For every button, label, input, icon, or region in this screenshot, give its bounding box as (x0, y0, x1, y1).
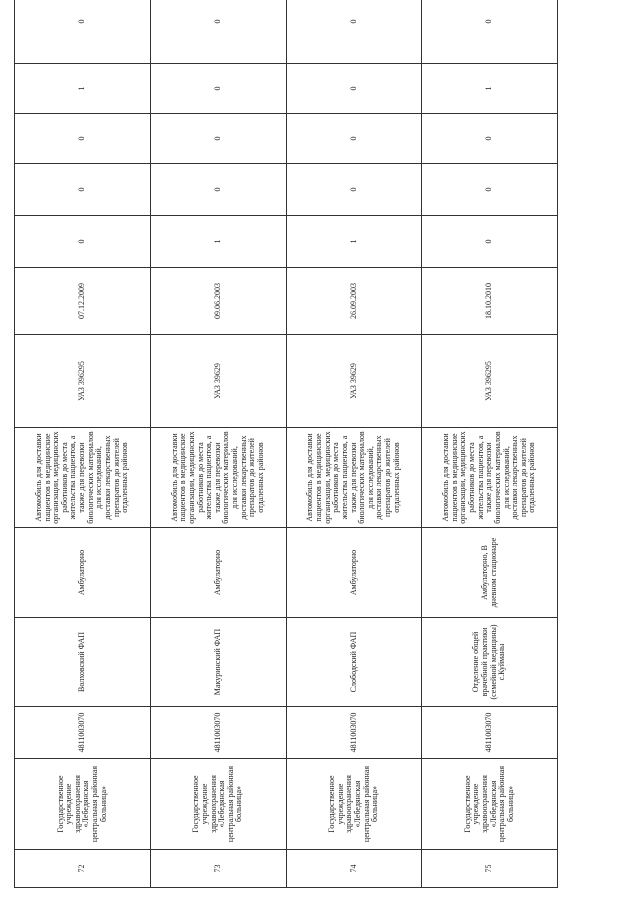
count-cell-3: 0 (150, 114, 286, 164)
rotated-table-wrapper (14, 20, 558, 888)
table-row (15, 0, 151, 888)
date-cell: 09.06.2003 (150, 268, 286, 335)
count-cell-3: 0 (15, 114, 151, 164)
count-cell-1: 1 (150, 216, 286, 268)
subdivision-cell: Отделение общей врачебной практики (семейной медицины) с.Куйманы (422, 618, 558, 707)
code-cell: 4811003070 (15, 707, 151, 759)
count-cell-1: 0 (15, 216, 151, 268)
count-cell-1: 1 (286, 216, 422, 268)
count-cell-3: 0 (286, 114, 422, 164)
care-type-cell: Амбулаторно (150, 528, 286, 618)
code-cell: 4811003070 (150, 707, 286, 759)
row-number-cell: 72 (15, 850, 151, 888)
organization-cell: Государственное учреждение здравоохранения «Лебедянская центральная районная больница» (150, 759, 286, 850)
count-cell-4: 1 (15, 64, 151, 114)
date-cell: 07.12.2009 (15, 268, 151, 335)
vehicle-model-cell: УАЗ 39629 (286, 335, 422, 428)
date-cell: 26.09.2003 (286, 268, 422, 335)
count-cell-5: 0 (286, 0, 422, 64)
count-cell-1: 0 (422, 216, 558, 268)
count-cell-2: 0 (150, 164, 286, 216)
row-number-cell: 74 (286, 850, 422, 888)
vehicle-model-cell: УАЗ 396295 (15, 335, 151, 428)
subdivision-cell: Волховский ФАП (15, 618, 151, 707)
subdivision-cell: Макуринский ФАП (150, 618, 286, 707)
count-cell-4: 1 (422, 64, 558, 114)
organization-cell: Государственное учреждение здравоохранения «Лебедянская центральная районная больница» (286, 759, 422, 850)
table-row (422, 0, 558, 888)
count-cell-2: 0 (286, 164, 422, 216)
care-type-cell: Амбулаторно (286, 528, 422, 618)
purpose-cell: Автомобиль для доставки пациентов в медицинские организации, медицинских работников до места жительства пациентов, а также для перевозки биологических материалов для исследований, доставки лекарственных препаратов до жителей отдаленных районов (286, 428, 422, 528)
care-type-cell: Амбулаторно, В дневном стационаре (422, 528, 558, 618)
code-cell: 4811003070 (422, 707, 558, 759)
count-cell-4: 0 (286, 64, 422, 114)
table-body (15, 0, 558, 888)
code-cell: 4811003070 (286, 707, 422, 759)
table-row (150, 0, 286, 888)
row-number-cell: 73 (150, 850, 286, 888)
purpose-cell: Автомобиль для доставки пациентов в медицинские организации, медицинских работников до места жительства пациентов, а также для перевозки биологических материалов для исследований, доставки лекарственных препаратов до жителей отдаленных районов (422, 428, 558, 528)
vehicle-model-cell: УАЗ 39629 (150, 335, 286, 428)
count-cell-2: 0 (15, 164, 151, 216)
count-cell-3: 0 (422, 114, 558, 164)
count-cell-5: 0 (150, 0, 286, 64)
care-type-cell: Амбулаторно (15, 528, 151, 618)
count-cell-5: 0 (422, 0, 558, 64)
count-cell-4: 0 (150, 64, 286, 114)
purpose-cell: Автомобиль для доставки пациентов в медицинские организации, медицинских работников до места жительства пациентов, а также для перевозки биологических материалов для исследований, доставки лекарственных препаратов до жителей отдаленных районов (150, 428, 286, 528)
vehicle-table (14, 0, 558, 888)
organization-cell: Государственное учреждение здравоохранения «Лебедянская центральная районная больница» (15, 759, 151, 850)
row-number-cell: 75 (422, 850, 558, 888)
organization-cell: Государственное учреждение здравоохранения «Лебедянская центральная районная больница» (422, 759, 558, 850)
count-cell-2: 0 (422, 164, 558, 216)
vehicle-model-cell: УАЗ 396295 (422, 335, 558, 428)
table-row (286, 0, 422, 888)
count-cell-5: 0 (15, 0, 151, 64)
date-cell: 18.10.2010 (422, 268, 558, 335)
purpose-cell: Автомобиль для доставки пациентов в медицинские организации, медицинских работников до места жительства пациентов, а также для перевозки биологических материалов для исследований, доставки лекарственных препаратов до жителей отдаленных районов (15, 428, 151, 528)
subdivision-cell: Слободский ФАП (286, 618, 422, 707)
